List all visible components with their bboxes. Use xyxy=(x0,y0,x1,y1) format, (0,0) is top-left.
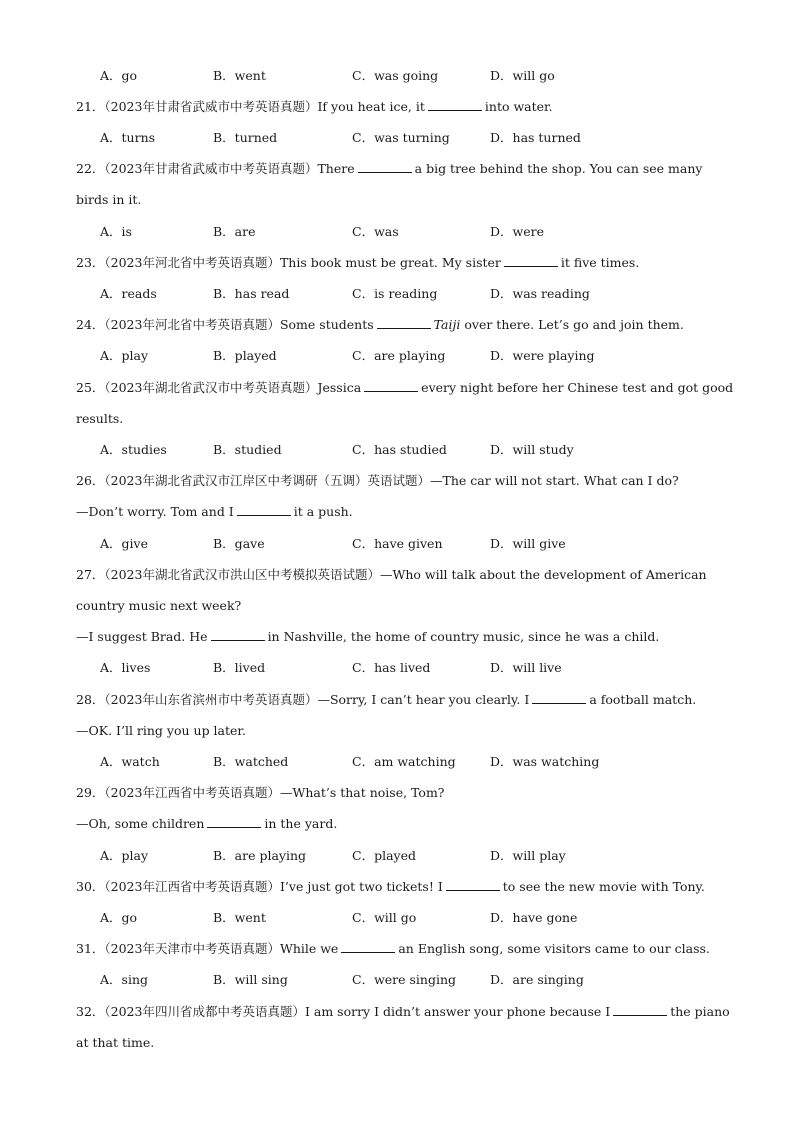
option-a: A．sing xyxy=(100,972,148,987)
option-a: A．reads xyxy=(100,286,157,301)
option-d: D．has turned xyxy=(490,130,581,145)
question-26-continuation xyxy=(76,504,353,520)
option-c: C．has studied xyxy=(352,442,447,457)
text-span: （2023年湖北省武汉市中考英语真题） xyxy=(104,380,318,395)
option-a: A．go xyxy=(100,910,138,925)
option-a: A．lives xyxy=(100,660,151,675)
text-span: （2023年河北省中考英语真题） xyxy=(104,255,280,270)
text-span: an English song, some visitors came to our class. xyxy=(398,941,710,956)
text-span: 26． xyxy=(76,473,105,488)
answer-blank xyxy=(358,161,412,173)
question-25-continuation: results. xyxy=(76,411,124,426)
option-c: C．have given xyxy=(352,536,443,551)
text-span: 24． xyxy=(76,317,105,332)
answer-blank xyxy=(428,99,482,111)
answer-blank xyxy=(446,879,500,891)
option-b: B．lived xyxy=(213,660,266,675)
text-span: （2023年天津市中考英语真题） xyxy=(104,941,280,956)
question-27-continuation: country music next week? xyxy=(76,598,242,613)
text-span: （2023年江西省中考英语真题） xyxy=(104,879,280,894)
option-c: C．has lived xyxy=(352,660,431,675)
option-c: C．were singing xyxy=(352,972,457,987)
option-b: B．studied xyxy=(213,442,282,457)
option-d: D．was reading xyxy=(490,286,590,301)
option-d: D．have gone xyxy=(490,910,578,925)
question-29 xyxy=(76,785,445,801)
option-c: C．are playing xyxy=(352,348,446,363)
option-a: A．watch xyxy=(100,754,160,769)
answer-blank xyxy=(613,1004,667,1016)
question-28 xyxy=(76,692,696,708)
option-d: D．were playing xyxy=(490,348,595,363)
text-span: 29． xyxy=(76,785,105,800)
question-32 xyxy=(76,1004,730,1020)
question-25 xyxy=(76,380,733,396)
text-span: 22． xyxy=(76,161,105,176)
text-span: （2023年四川省成都中考英语真题） xyxy=(104,1004,305,1019)
option-a: A．play xyxy=(100,848,149,863)
option-b: B．will sing xyxy=(213,972,288,987)
option-d: D．will study xyxy=(490,442,574,457)
option-a: A．give xyxy=(100,536,148,551)
option-a: A．play xyxy=(100,348,149,363)
text-span: to see the new movie with Tony. xyxy=(502,879,705,894)
option-d: D．was watching xyxy=(490,754,600,769)
text-span: in the yard. xyxy=(264,816,338,831)
option-a: A．studies xyxy=(100,442,167,457)
question-23 xyxy=(76,255,639,271)
text-span: If you heat ice, it xyxy=(317,99,425,114)
option-d: D．will go xyxy=(490,68,555,83)
text-span: 21． xyxy=(76,99,105,114)
text-span: —Sorry, I can’t hear you clearly. I xyxy=(317,692,530,707)
question-27 xyxy=(76,567,707,583)
text-span: a football match. xyxy=(589,692,697,707)
option-c: C．will go xyxy=(352,910,417,925)
question-22 xyxy=(76,161,702,177)
option-b: B．played xyxy=(213,348,277,363)
question-30 xyxy=(76,879,705,895)
option-c: C．is reading xyxy=(352,286,438,301)
option-c: C．was turning xyxy=(352,130,450,145)
question-28-continuation: —OK. I’ll ring you up later. xyxy=(76,723,246,738)
option-b: B．gave xyxy=(213,536,265,551)
text-span: it a push. xyxy=(293,504,353,519)
text-span: （2023年湖北省武汉市江岸区中考调研（五调）英语试题） xyxy=(104,473,430,488)
answer-blank xyxy=(377,317,431,329)
text-span: it five times. xyxy=(560,255,640,270)
answer-blank xyxy=(211,629,265,641)
option-a: A．is xyxy=(100,224,132,239)
option-d: D．are singing xyxy=(490,972,584,987)
question-31 xyxy=(76,941,710,957)
text-span: （2023年甘肃省武威市中考英语真题） xyxy=(104,99,318,114)
option-c: C．was going xyxy=(352,68,439,83)
text-span: （2023年江西省中考英语真题） xyxy=(104,785,280,800)
answer-blank xyxy=(364,380,418,392)
question-29-continuation xyxy=(76,816,337,832)
option-d: D．were xyxy=(490,224,544,239)
answer-blank xyxy=(341,941,395,953)
text-span: 30． xyxy=(76,879,105,894)
text-span: —I suggest Brad. He xyxy=(76,629,208,644)
text-span: —Don’t worry. Tom and I xyxy=(76,504,234,519)
question-27-continuation-2 xyxy=(76,629,659,645)
option-d: D．will give xyxy=(490,536,566,551)
text-span: 32． xyxy=(76,1004,105,1019)
option-d: D．will play xyxy=(490,848,566,863)
option-d: D．will live xyxy=(490,660,562,675)
text-span: Taiji xyxy=(433,317,461,332)
text-span: 25． xyxy=(76,380,105,395)
text-span: Some students xyxy=(279,317,374,332)
question-22-continuation: birds in it. xyxy=(76,192,142,207)
text-span: 31． xyxy=(76,941,105,956)
option-b: B．went xyxy=(213,68,266,83)
text-span: （2023年山东省滨州市中考英语真题） xyxy=(104,692,318,707)
text-span: 28． xyxy=(76,692,105,707)
question-21 xyxy=(76,99,553,115)
text-span: （2023年甘肃省武威市中考英语真题） xyxy=(104,161,318,176)
answer-blank xyxy=(532,692,586,704)
option-a: A．go xyxy=(100,68,138,83)
option-c: C．played xyxy=(352,848,416,863)
text-span: into water. xyxy=(484,99,553,114)
text-span: in Nashville, the home of country music, since he was a child. xyxy=(267,629,660,644)
text-span: every night before her Chinese test and got good xyxy=(421,380,734,395)
text-span: 23． xyxy=(76,255,105,270)
text-span: —What’s that noise, Tom? xyxy=(279,785,445,800)
text-span: the piano xyxy=(670,1004,730,1019)
text-span: 27． xyxy=(76,567,105,582)
option-b: B．are xyxy=(213,224,256,239)
question-24 xyxy=(76,317,684,333)
text-span: a big tree behind the shop. You can see many xyxy=(414,161,703,176)
answer-blank xyxy=(237,504,291,516)
option-a: A．turns xyxy=(100,130,156,145)
text-span: This book must be great. My sister xyxy=(279,255,501,270)
text-span: —Who will talk about the development of American xyxy=(379,567,707,582)
text-span: I am sorry I didn’t answer your phone because I xyxy=(304,1004,611,1019)
text-span: （2023年湖北省武汉市洪山区中考模拟英语试题） xyxy=(104,567,380,582)
question-26 xyxy=(76,473,679,489)
answer-blank xyxy=(207,816,261,828)
text-span: over there. Let’s go and join them. xyxy=(464,317,684,332)
text-span: While we xyxy=(279,941,339,956)
option-c: C．was xyxy=(352,224,399,239)
text-span: —Oh, some children xyxy=(76,816,205,831)
text-span: I’ve just got two tickets! I xyxy=(279,879,443,894)
text-span: （2023年河北省中考英语真题） xyxy=(104,317,280,332)
option-b: B．went xyxy=(213,910,266,925)
option-b: B．turned xyxy=(213,130,278,145)
text-span: —The car will not start. What can I do? xyxy=(429,473,679,488)
option-b: B．watched xyxy=(213,754,289,769)
option-b: B．are playing xyxy=(213,848,307,863)
text-span: Jessica xyxy=(317,380,362,395)
option-b: B．has read xyxy=(213,286,290,301)
answer-blank xyxy=(504,255,558,267)
option-c: C．am watching xyxy=(352,754,456,769)
text-span: There xyxy=(317,161,355,176)
question-32-continuation: at that time. xyxy=(76,1035,155,1050)
